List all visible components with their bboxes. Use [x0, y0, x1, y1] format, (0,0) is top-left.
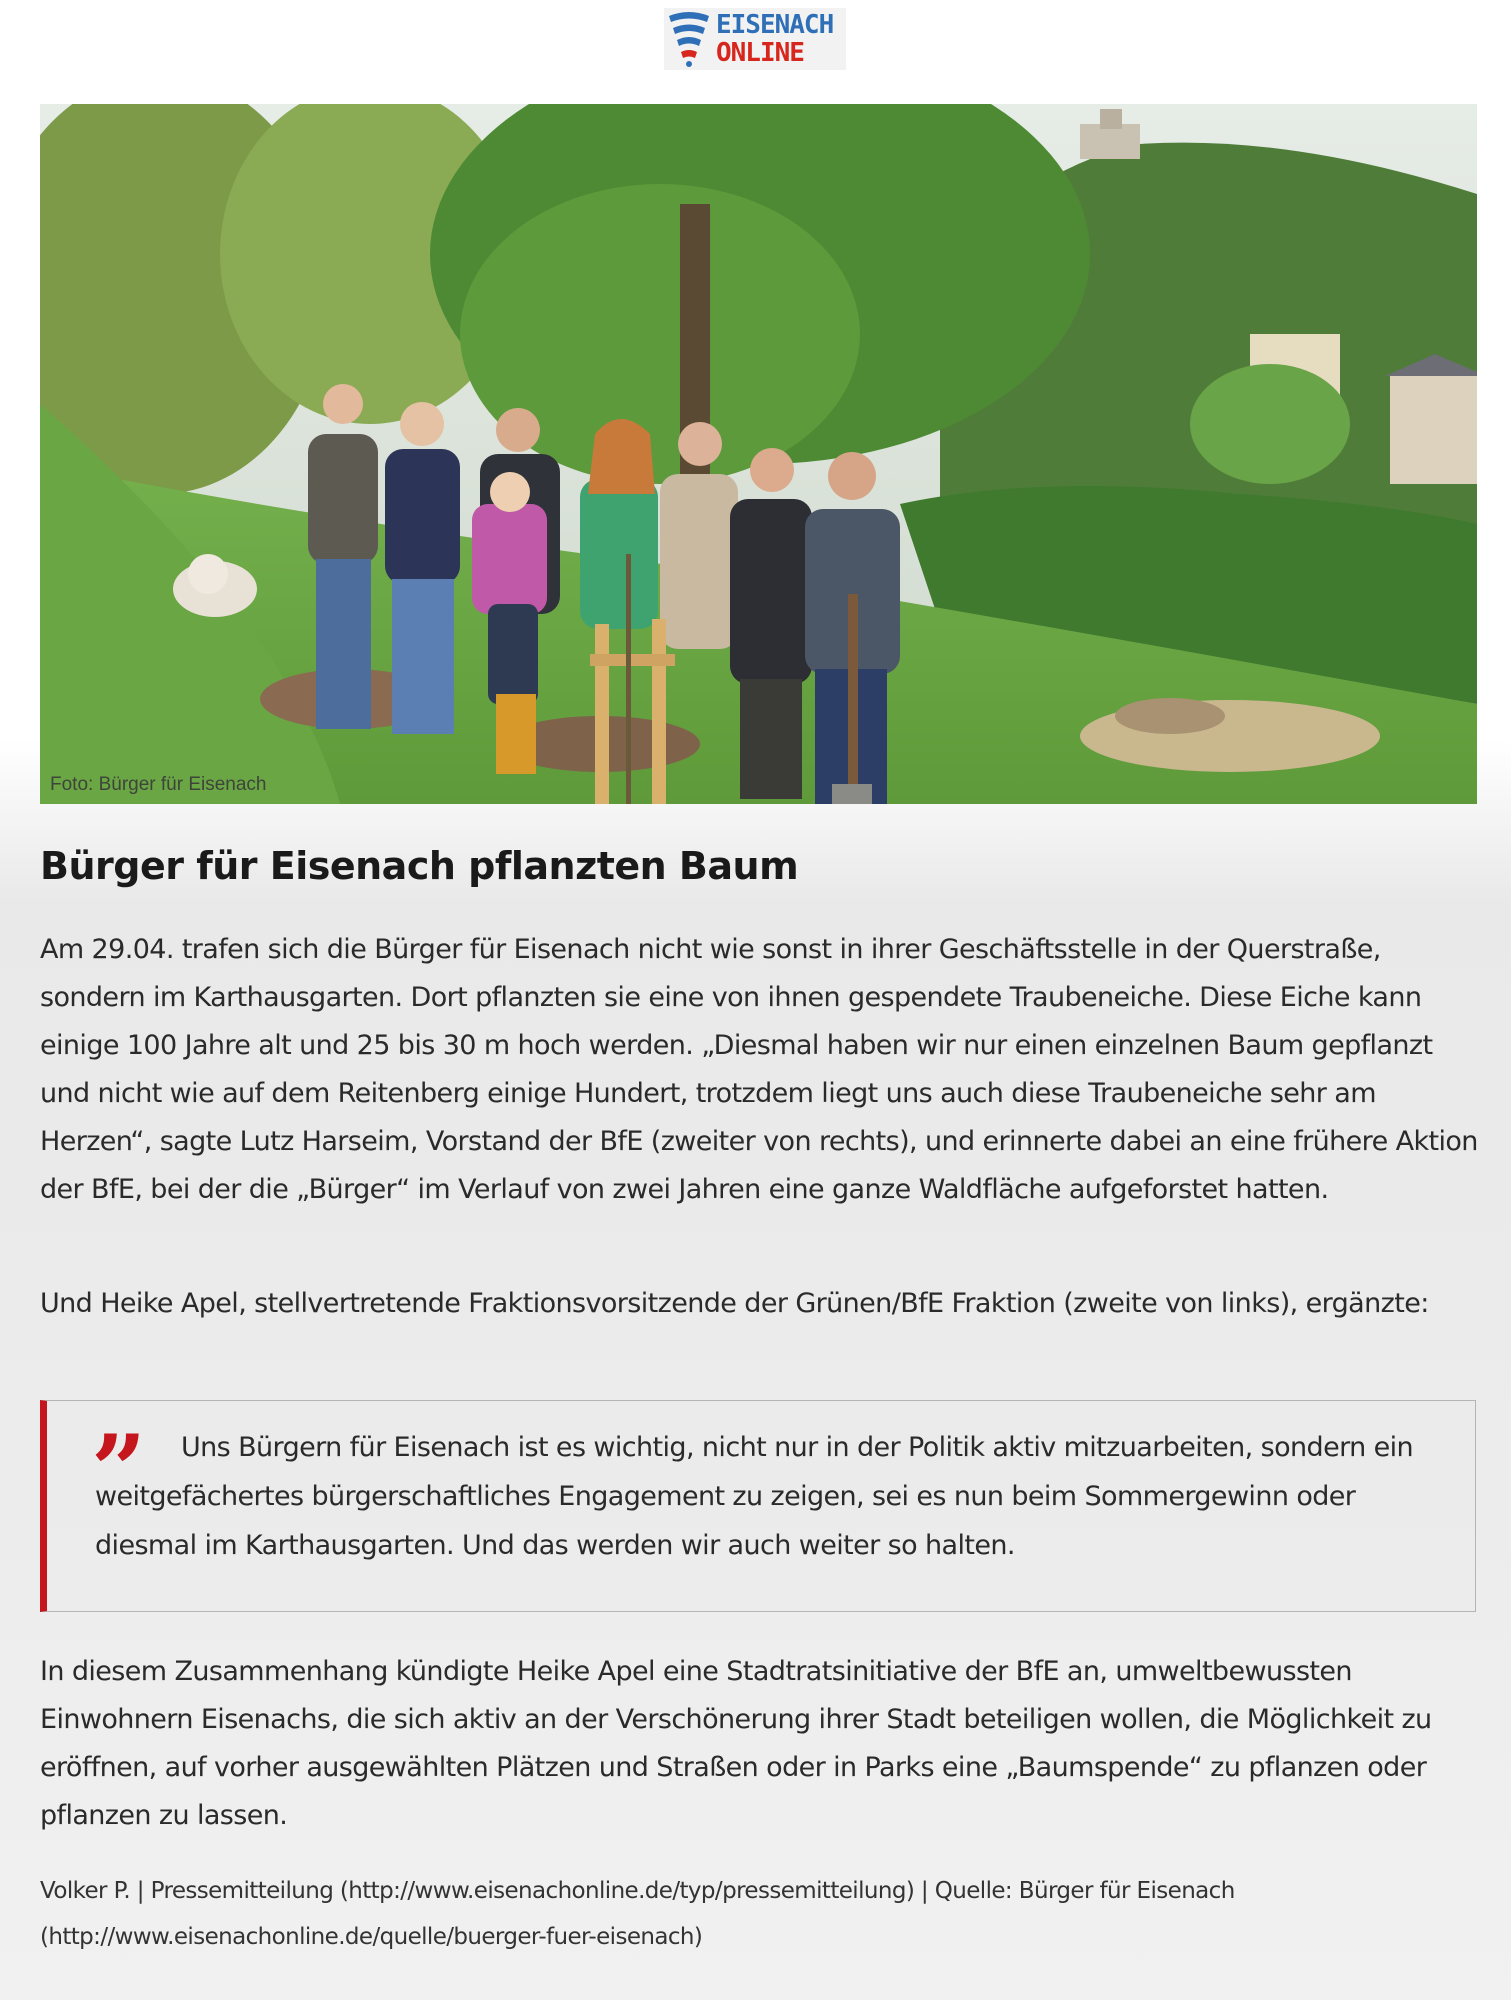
quote-text: Uns Bürgern für Eisenach ist es wichtig, nicht nur in der Politik aktiv mitzuarbeiten, sondern ein weitgefächertes bürgerschaftliches Engagement zu zeigen, sei es nun beim Sommergewinn oder diesmal im Karthausgarten. Und das werden wir auch weiter so halten.: [95, 1432, 1414, 1561]
photo-caption: Foto: Bürger für Eisenach: [50, 774, 267, 795]
blockquote: [40, 1400, 1476, 1612]
article-credits[interactable]: Volker P. | Pressemitteilung (http://www.eisenachonline.de/typ/pressemitteilung) | Quelle: Bürger für Eisenach (http://www.eisenachonline.de/quelle/buerger-fuer-eisenach): [40, 1878, 1235, 1950]
article-photo: [40, 104, 1477, 804]
article-paragraph-2: Und Heike Apel, stellvertretende Fraktionsvorsitzende der Grünen/BfE Fraktion (zweite von links), ergänzte:: [40, 1288, 1429, 1319]
logo-line-2: ONLINE: [716, 38, 804, 68]
wifi-signal-icon: [666, 10, 712, 68]
site-logo[interactable]: [664, 8, 846, 70]
quote-mark-icon: ”: [91, 1414, 147, 1527]
article-paragraph-3: In diesem Zusammenhang kündigte Heike Apel eine Stadtratsinitiative der BfE an, umweltbewussten Einwohnern Eisenachs, die sich aktiv an der Verschönerung ihrer Stadt beteiligen wollen, die Möglichkeit zu eröffnen, auf vorher ausgewählten Plätzen und Straßen oder in Parks eine „Baumspende“ zu pflanzen oder pflanzen zu lassen.: [40, 1656, 1432, 1831]
tree-planting-photo: [40, 104, 1477, 804]
article-title: Bürger für Eisenach pflanzten Baum: [40, 844, 799, 888]
logo-line-1: EISENACH: [716, 10, 834, 40]
article-paragraph-1: Am 29.04. trafen sich die Bürger für Eisenach nicht wie sonst in ihrer Geschäftsstelle in der Querstraße, sondern im Karthausgarten. Dort pflanzten sie eine von ihnen gespendete Traubeneiche. Diese Eiche kann einige 100 Jahre alt und 25 bis 30 m hoch werden. „Diesmal haben wir nur einen einzelnen Baum gepflanzt und nicht wie auf dem Reitenberg einige Hundert, trotzdem liegt uns auch diese Traubeneiche sehr am Herzen“, sagte Lutz Harseim, Vorstand der BfE (zweiter von rechts), und erinnerte dabei an eine frühere Aktion der BfE, bei der die „Bürger“ im Verlauf von zwei Jahren eine ganze Waldfläche aufgeforstet hatten.: [40, 934, 1478, 1205]
